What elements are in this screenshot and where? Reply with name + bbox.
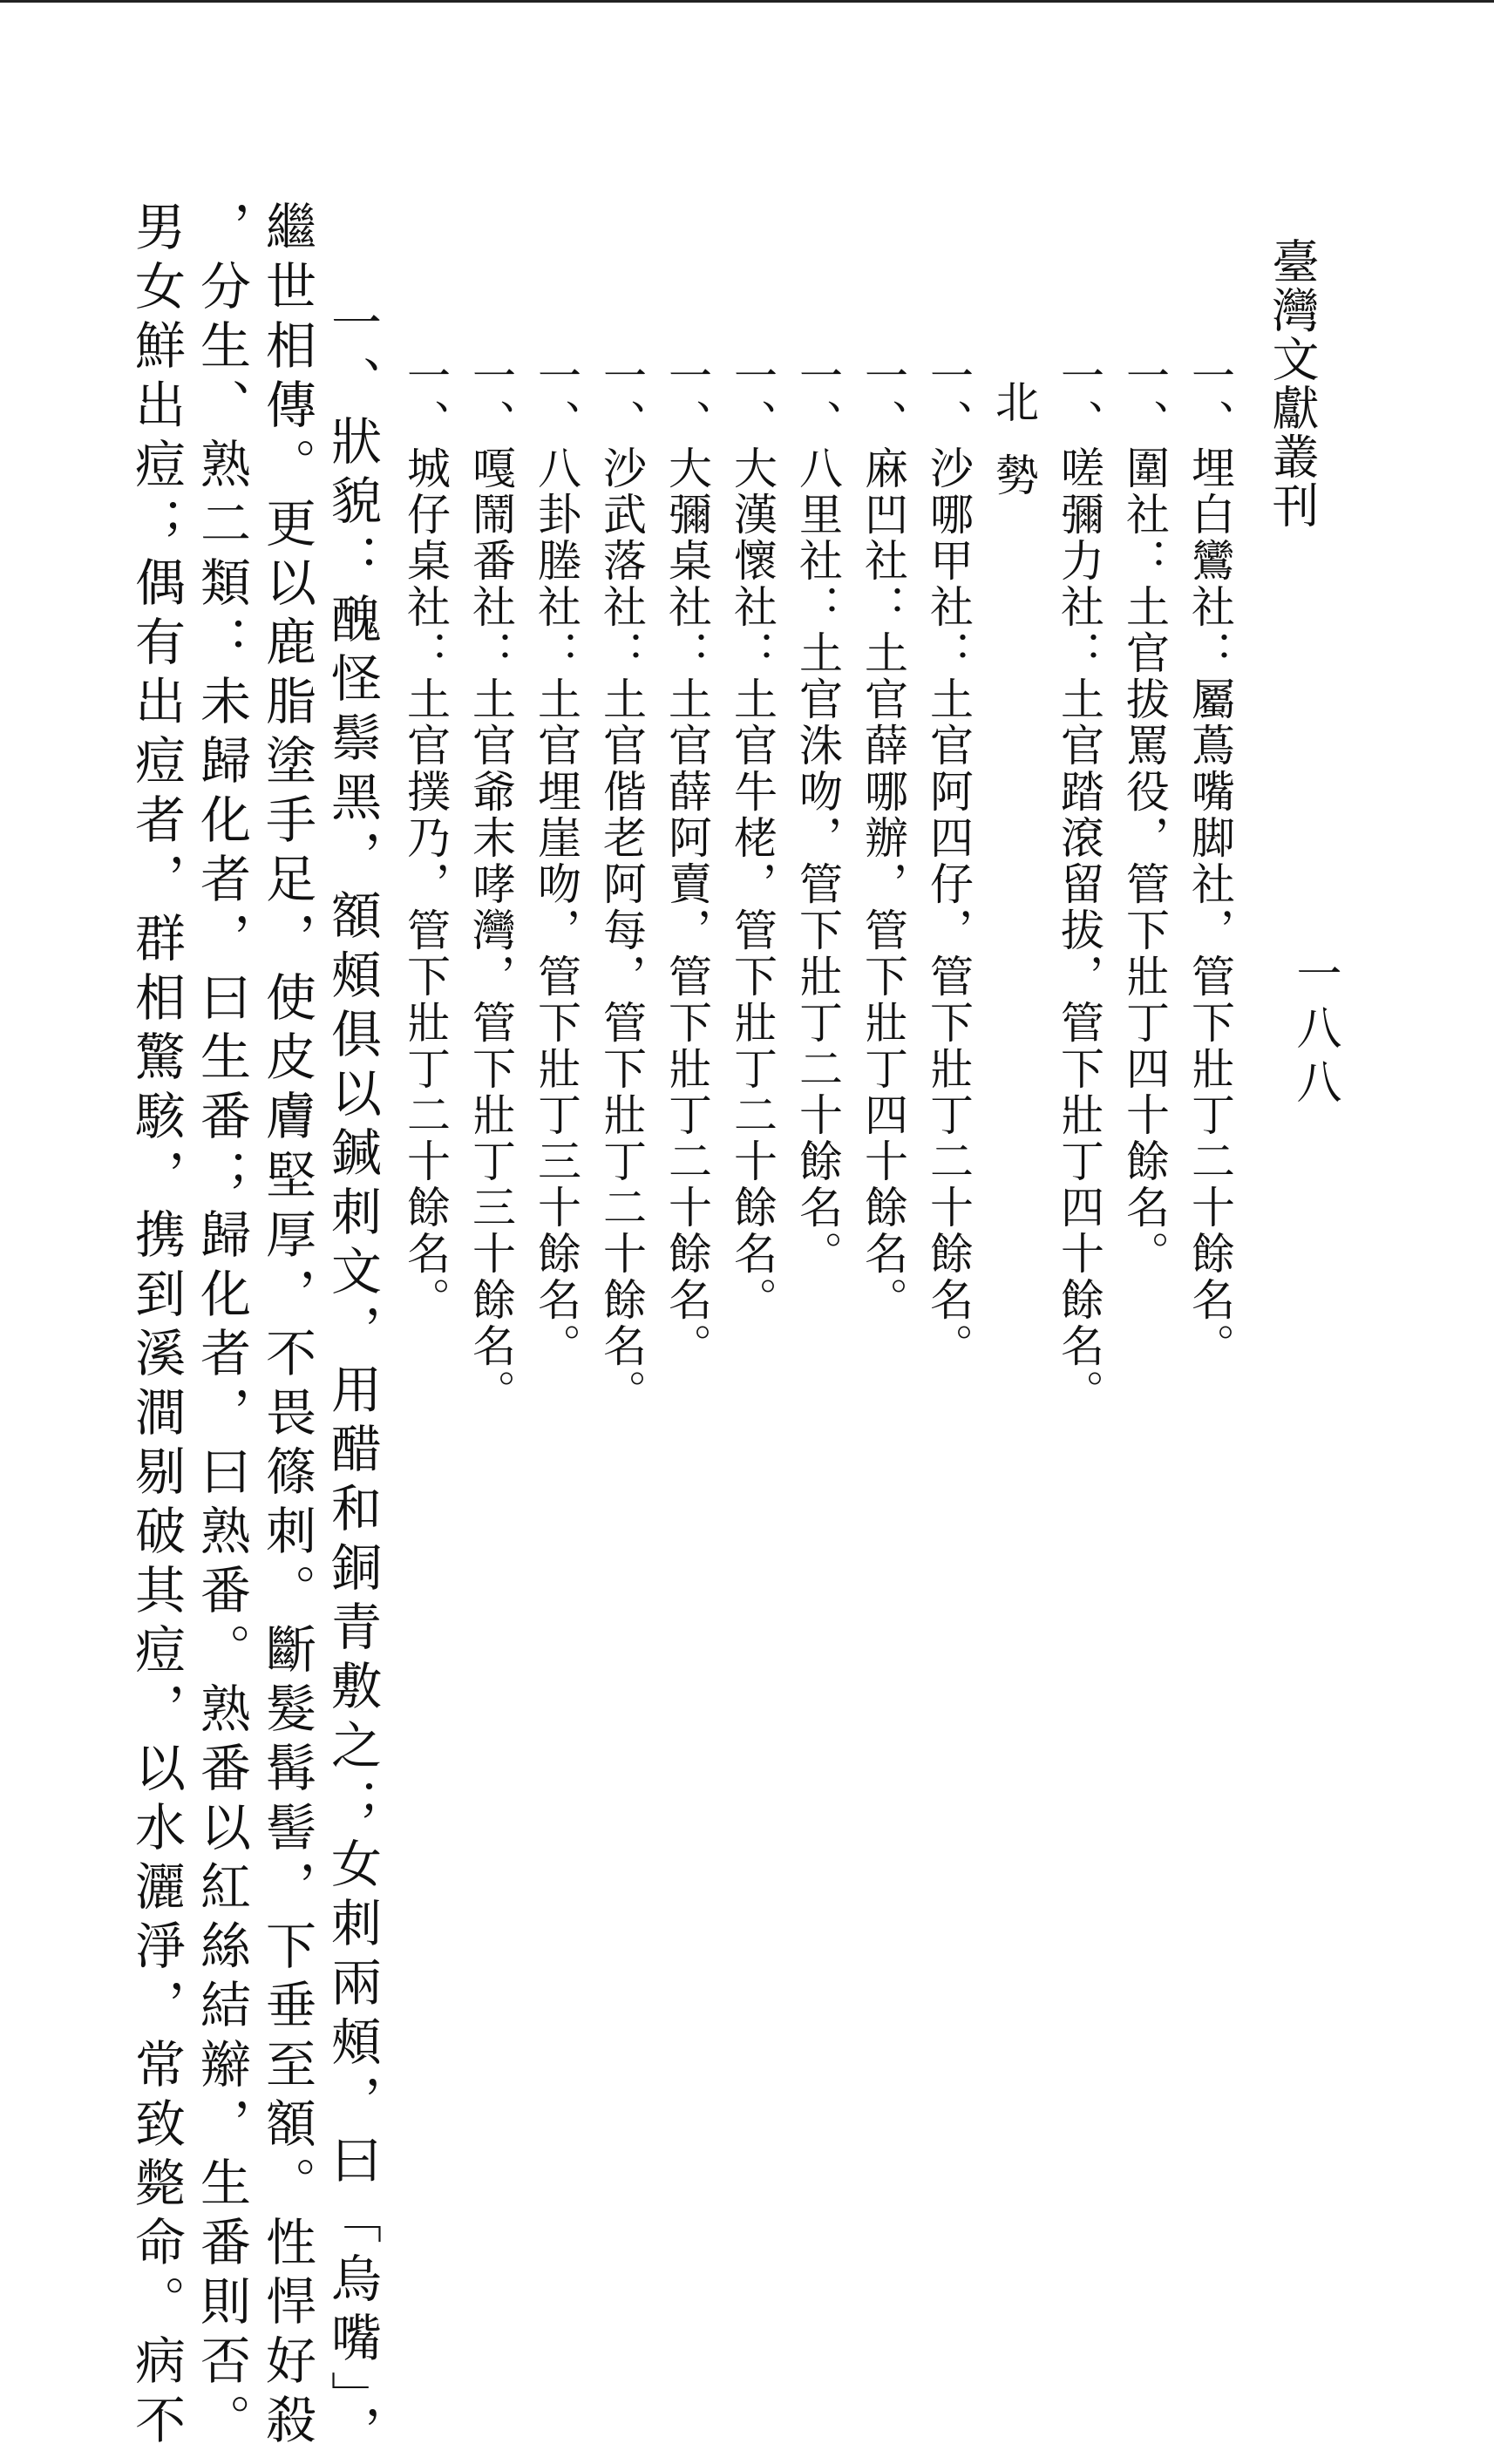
list-entry: 一、沙武落社：土官偕老阿每，管下壯丁二十餘名。 [596, 353, 647, 1415]
list-entry: 一、嗟彌力社：土官踏滾留拔，管下壯丁四十餘名。 [1054, 353, 1104, 1415]
list-entry: 一、八卦塍社：土官埋崖吻，管下壯丁三十餘名。 [531, 353, 581, 1369]
section-heading: 北勢 [988, 379, 1039, 526]
list-entry: 一、麻凹社：土官薛哪辦，管下壯丁四十餘名。 [858, 353, 908, 1323]
list-entry: 一、城仔桌社：土官撲乃，管下壯丁二十餘名。 [400, 353, 451, 1323]
body-paragraph-line: 一、狀貌：醜怪鬃黑，額頰俱以鍼刺文，用醋和銅青敷之；女刺兩頰，曰「烏嘴」， [323, 296, 382, 2464]
body-paragraph-line: 繼世相傳。更以鹿脂塗手足，使皮膚堅厚，不畏篠刺。斷髮髯髻，下垂至額。性悍好殺 [257, 200, 316, 2453]
list-entry: 一、大彌桌社：土官薛阿賣，管下壯丁二十餘名。 [662, 353, 712, 1369]
running-title: 臺灣文獻叢刊 [1265, 237, 1320, 530]
top-border-rule [0, 0, 1494, 3]
list-entry: 一、大漢懷社：土官牛栳，管下壯丁二十餘名。 [727, 353, 778, 1323]
list-entry: 一、埋白鸞社：屬蔦嘴脚社，管下壯丁二十餘名。 [1185, 353, 1235, 1369]
list-entry: 一、嘎鬧番社：土官爺末哮灣，管下壯丁三十餘名。 [465, 353, 516, 1415]
list-entry: 一、沙哪甲社：土官阿四仔，管下壯丁二十餘名。 [923, 353, 974, 1369]
page-number: 一八八 [1288, 950, 1341, 1112]
body-paragraph-line: 男女鮮出痘；偶有出痘者，群相驚駭，携到溪澗剔破其痘，以水灑淨，常致斃命。病不 [126, 200, 186, 2453]
list-entry: 一、八里社：土官洙吻，管下壯丁二十餘名。 [792, 353, 843, 1277]
list-entry: 一、圍社：土官拔罵役，管下壯丁四十餘名。 [1119, 353, 1170, 1277]
body-paragraph-line: ，分生、熟二類：未歸化者，曰生番；歸化者，曰熟番。熟番以紅絲結辮，生番則否。 [192, 200, 251, 2453]
